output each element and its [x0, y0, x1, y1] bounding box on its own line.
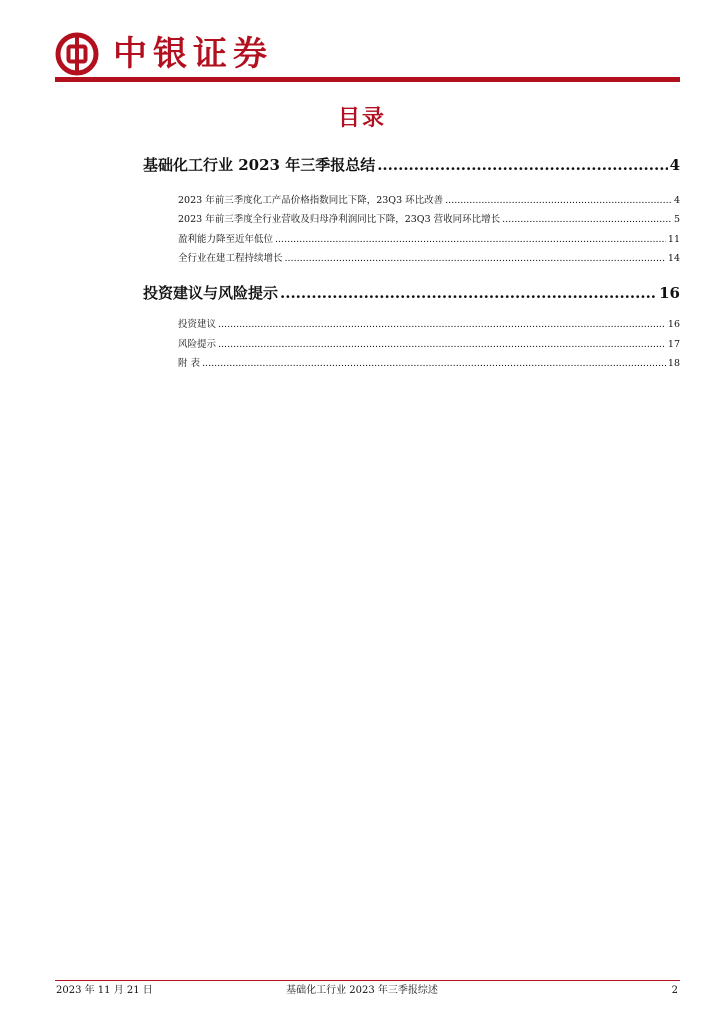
bank-of-china-logo	[55, 32, 99, 76]
toc-entry-level2[interactable]	[178, 194, 680, 207]
footer-divider	[55, 980, 680, 981]
toc-entry-text: 投资建议与风险提示	[143, 284, 279, 302]
dot-leader	[275, 233, 666, 246]
dot-leader	[202, 357, 666, 370]
toc-entry-page: 4	[669, 156, 680, 174]
footer-title: 基础化工行业 2023 年三季报综述	[286, 985, 438, 996]
footer-date: 2023 年 11 月 21 日	[56, 985, 153, 996]
dot-leader	[285, 252, 666, 265]
toc-entry-page: 4	[673, 195, 680, 206]
toc-entry-level1[interactable]	[143, 155, 680, 175]
toc-entry-text: 全行业在建工程持续增长	[178, 253, 283, 264]
toc-entry-text: 投资建议	[178, 319, 217, 330]
toc-entry-level2[interactable]	[178, 252, 680, 265]
toc-entry-page: 17	[667, 339, 680, 350]
toc-entry-text: 基础化工行业 2023 年三季报总结	[143, 156, 376, 174]
header-divider	[55, 77, 680, 82]
dot-leader	[218, 318, 666, 331]
dot-leader	[377, 155, 667, 175]
brand-name: 中银证券	[113, 34, 273, 74]
dot-leader	[280, 283, 657, 303]
page-number: 2	[671, 985, 678, 996]
toc-title: 目录	[337, 106, 386, 131]
toc-entry-level1[interactable]	[143, 283, 680, 303]
report-header	[55, 26, 680, 76]
toc-entry-text: 风险提示	[178, 339, 217, 350]
toc-entry-page: 11	[667, 234, 680, 245]
toc-entry-page: 18	[667, 358, 680, 369]
toc-entry-level2[interactable]	[178, 338, 680, 351]
toc-entry-page: 16	[659, 284, 680, 302]
toc-entry-page: 16	[667, 319, 680, 330]
toc-entry-page: 14	[667, 253, 680, 264]
toc-entry-level2[interactable]	[178, 213, 680, 226]
toc-entry-text: 2023 年前三季度化工产品价格指数同比下降，23Q3 环比改善	[178, 195, 444, 206]
toc-entry-page: 5	[673, 214, 680, 225]
toc-entry-level2[interactable]	[178, 318, 680, 331]
dot-leader	[445, 194, 672, 207]
toc-entry-text: 盈利能力降至近年低位	[178, 234, 274, 245]
toc-entry-level2[interactable]	[178, 357, 680, 370]
dot-leader	[218, 338, 666, 351]
toc-entry-text: 2023 年前三季度全行业营收及归母净利润同比下降，23Q3 营收同环比增长	[178, 214, 501, 225]
toc-entry-level2[interactable]	[178, 233, 680, 246]
toc-entry-text: 附 表	[178, 358, 201, 369]
dot-leader	[502, 213, 672, 226]
